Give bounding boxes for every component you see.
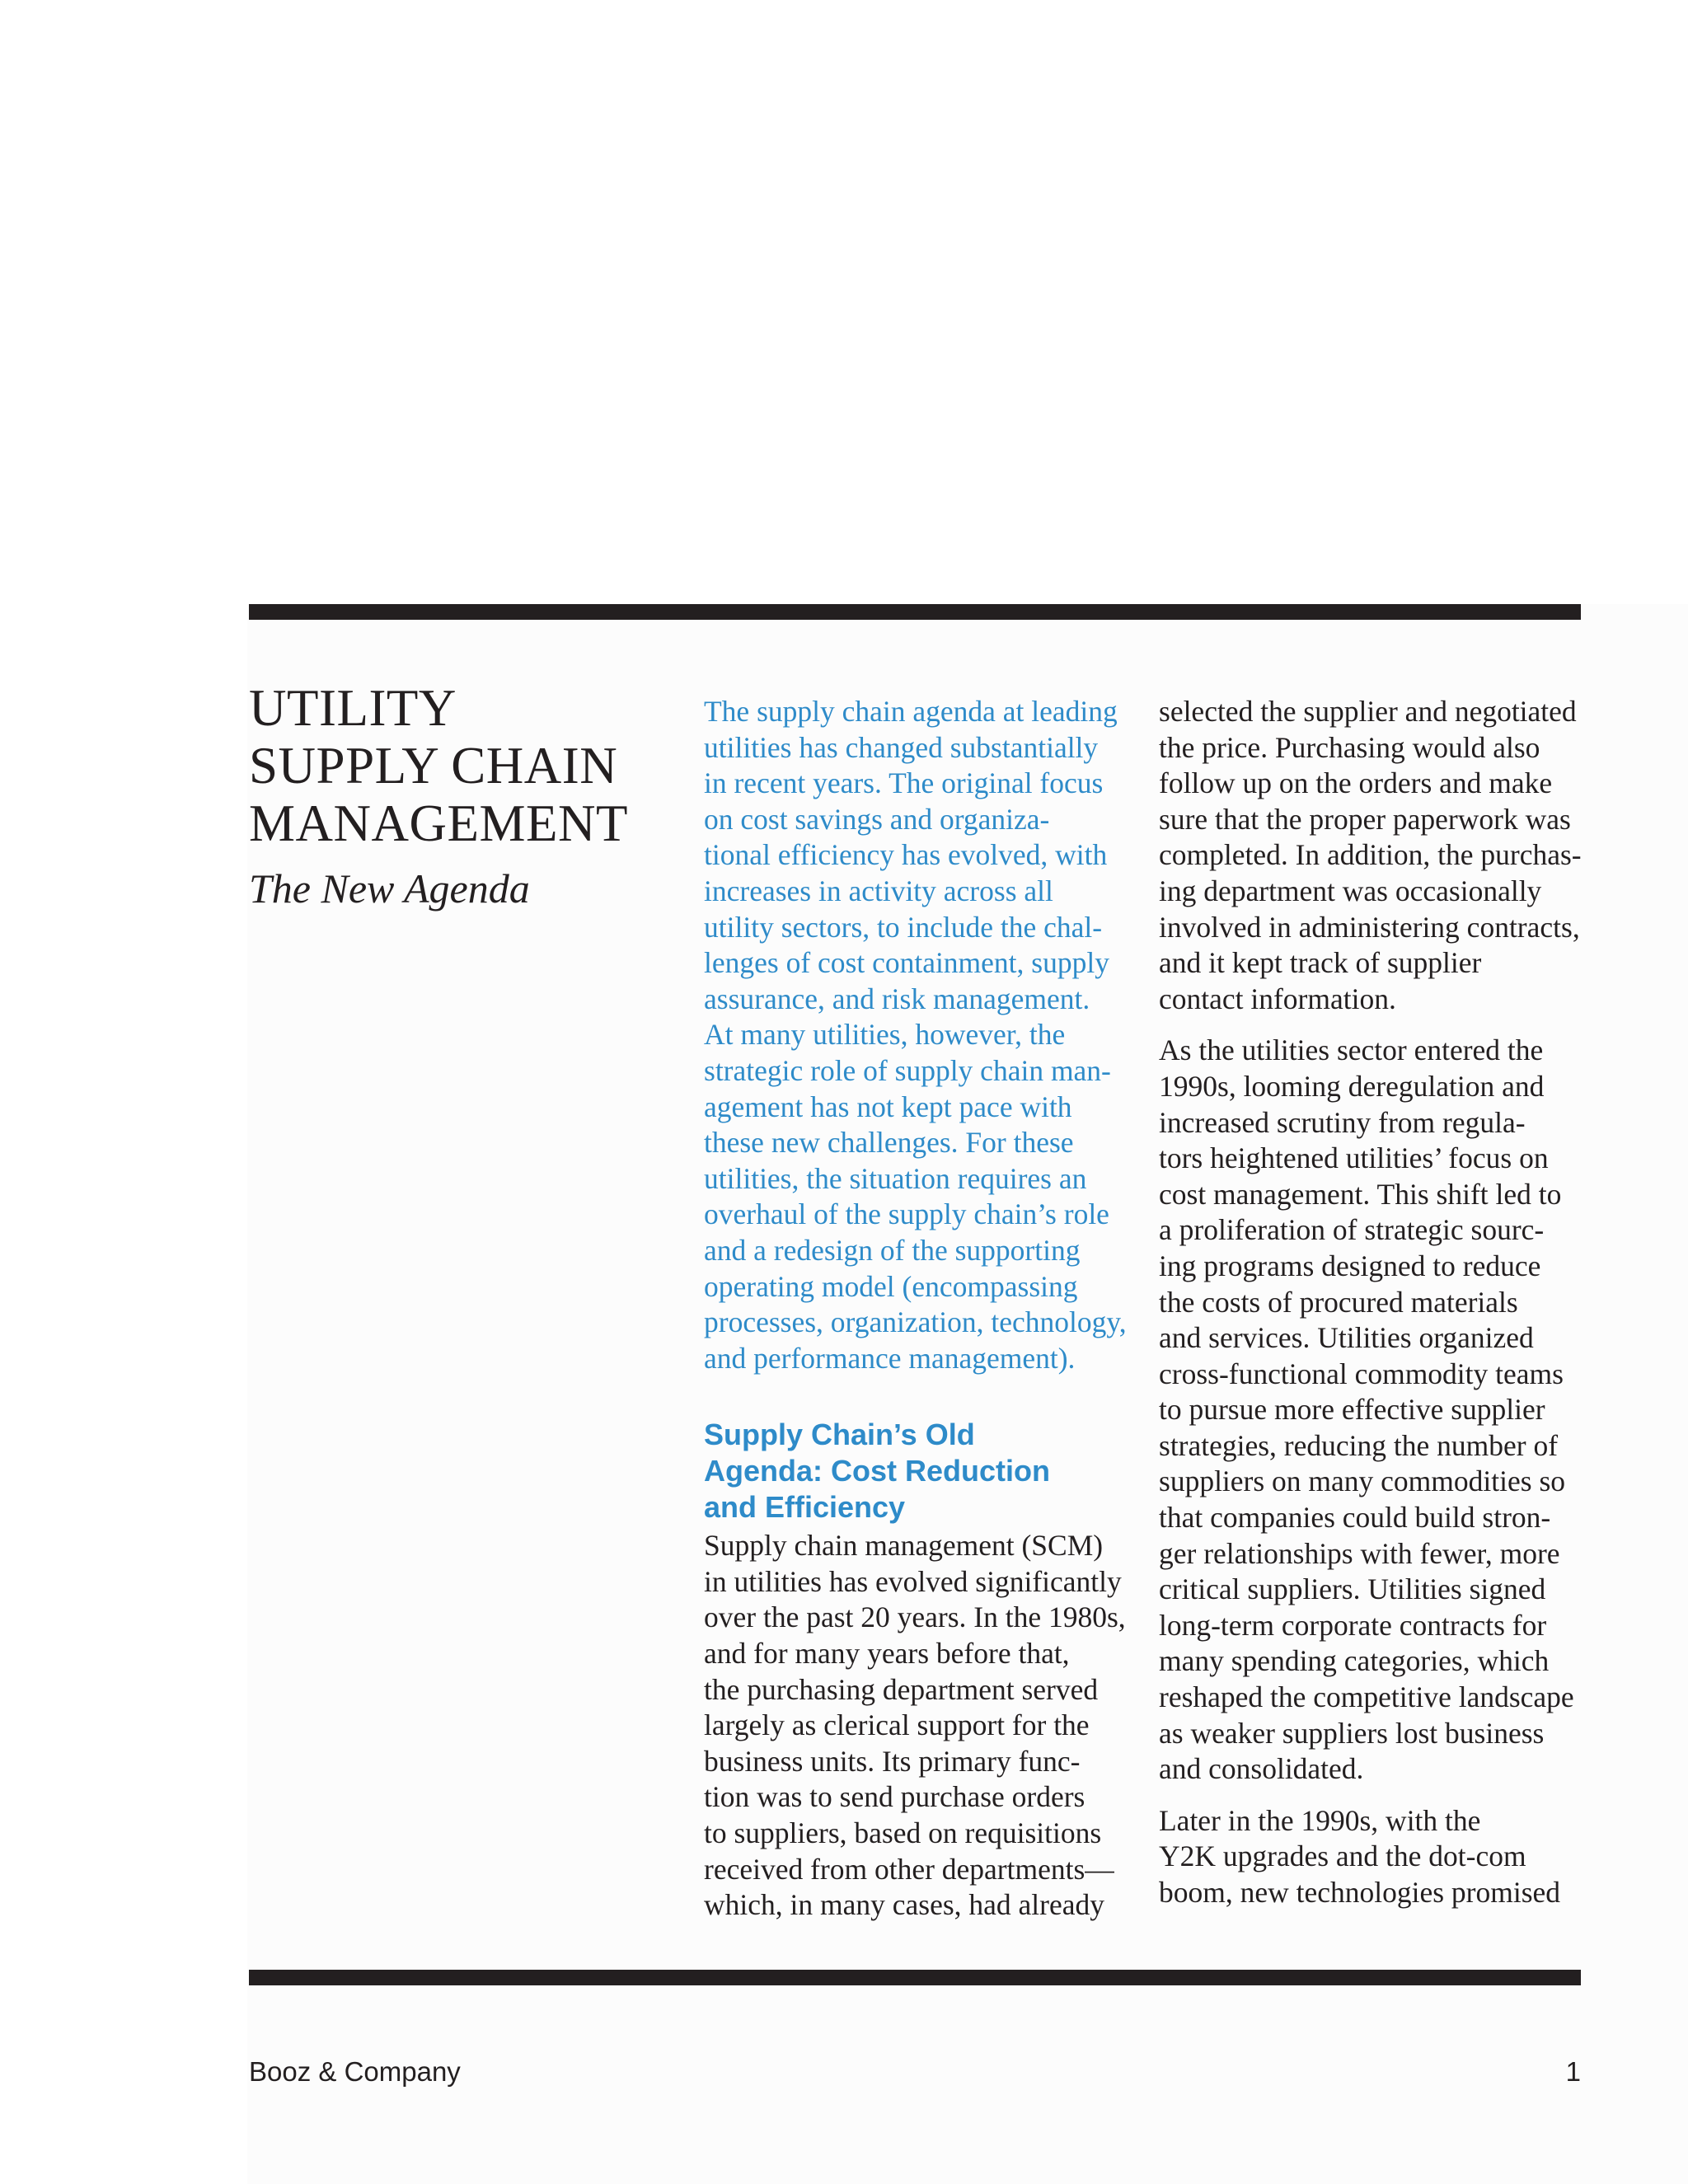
- text-line: processes, organization, technology,: [704, 1305, 1127, 1339]
- footer-company: Booz & Company: [249, 2056, 461, 2087]
- text-line: a proliferation of strategic sourc-: [1159, 1213, 1545, 1247]
- text-line: and services. Utilities organized: [1159, 1321, 1534, 1355]
- text-line: completed. In addition, the purchas-: [1159, 838, 1582, 872]
- bottom-rule: [249, 1970, 1581, 1985]
- text-line: utilities has changed substantially: [704, 730, 1099, 764]
- body-paragraph: [1159, 1803, 1587, 1911]
- text-line: strategies, reducing the number of: [1159, 1428, 1559, 1462]
- text-line: ing programs designed to reduce: [1159, 1249, 1541, 1282]
- text-line: to suppliers, based on requisitions: [704, 1816, 1102, 1850]
- text-line: suppliers on many commodities so: [1159, 1465, 1566, 1498]
- text-line: on cost savings and organiza-: [704, 802, 1050, 836]
- text-line: in recent years. The original focus: [704, 766, 1104, 800]
- text-line: Supply chain management (SCM): [704, 1529, 1104, 1563]
- text-line: tors heightened utilities’ focus on: [1159, 1141, 1549, 1175]
- text-line: assurance, and risk management.: [704, 982, 1090, 1015]
- title-line: MANAGEMENT: [249, 794, 628, 852]
- text-line: Y2K upgrades and the dot-com: [1159, 1840, 1526, 1873]
- text-line: 1990s, looming deregulation and: [1159, 1069, 1545, 1103]
- text-line: ger relationships with fewer, more: [1159, 1536, 1560, 1570]
- text-line: As the utilities sector entered the: [1159, 1033, 1544, 1067]
- text-line: critical suppliers. Utilities signed: [1159, 1572, 1546, 1606]
- text-line: increases in activity across all: [704, 874, 1053, 907]
- text-line: cost management. This shift led to: [1159, 1177, 1562, 1211]
- text-line: tion was to send purchase orders: [704, 1780, 1085, 1814]
- document-title: [249, 679, 678, 852]
- text-line: utilities, the situation requires an: [704, 1161, 1087, 1195]
- text-line: lenges of cost containment, supply: [704, 946, 1109, 980]
- text-line: many spending categories, which: [1159, 1644, 1550, 1678]
- body-paragraph: [1159, 694, 1587, 1017]
- title-line: UTILITY: [249, 679, 457, 737]
- text-line: which, in many cases, had already: [704, 1888, 1104, 1922]
- text-line: At many utilities, however, the: [704, 1018, 1066, 1052]
- body-paragraph: [1159, 1033, 1587, 1787]
- intro-paragraph: [704, 694, 1141, 1376]
- text-line: and a redesign of the supporting: [704, 1233, 1081, 1267]
- text-line: selected the supplier and negotiated: [1159, 695, 1577, 728]
- text-line: cross-functional commodity teams: [1159, 1357, 1564, 1390]
- text-line: agement has not kept pace with: [704, 1090, 1072, 1123]
- text-line: as weaker suppliers lost business: [1159, 1716, 1545, 1750]
- section-heading: [704, 1417, 1141, 1526]
- text-line: and performance management).: [704, 1341, 1076, 1375]
- text-line: and Efficiency: [704, 1490, 906, 1525]
- text-line: boom, new technologies promised: [1159, 1876, 1561, 1909]
- text-line: and it kept track of supplier: [1159, 946, 1482, 980]
- text-line: received from other departments—: [704, 1852, 1114, 1886]
- document-subtitle: The New Agenda: [249, 865, 530, 912]
- text-line: The supply chain agenda at leading: [704, 695, 1118, 728]
- text-line: involved in administering contracts,: [1159, 910, 1580, 944]
- text-line: operating model (encompassing: [704, 1269, 1078, 1303]
- text-line: the costs of procured materials: [1159, 1285, 1518, 1319]
- text-line: long-term corporate contracts for: [1159, 1608, 1547, 1642]
- text-line: that companies could build stron-: [1159, 1501, 1551, 1535]
- text-line: follow up on the orders and make: [1159, 766, 1553, 800]
- text-line: in utilities has evolved significantly: [704, 1564, 1122, 1598]
- text-line: and consolidated.: [1159, 1752, 1364, 1786]
- text-line: reshaped the competitive landscape: [1159, 1680, 1574, 1714]
- text-line: Supply Chain’s Old: [704, 1418, 975, 1452]
- text-line: utility sectors, to include the chal-: [704, 910, 1103, 944]
- text-line: increased scrutiny from regula-: [1159, 1105, 1526, 1139]
- text-line: contact information.: [1159, 982, 1396, 1015]
- text-line: ing department was occasionally: [1159, 874, 1542, 907]
- text-line: Agenda: Cost Reduction: [704, 1454, 1050, 1488]
- text-line: sure that the proper paperwork was: [1159, 802, 1571, 836]
- text-line: and for many years before that,: [704, 1637, 1070, 1671]
- text-line: strategic role of supply chain man-: [704, 1053, 1111, 1087]
- text-line: Later in the 1990s, with the: [1159, 1803, 1481, 1837]
- text-line: over the past 20 years. In the 1980s,: [704, 1601, 1126, 1634]
- middle-column: [704, 694, 1141, 1924]
- title-line: SUPPLY CHAIN: [249, 737, 618, 794]
- body-paragraph: [704, 1528, 1141, 1924]
- text-line: overhaul of the supply chain’s role: [704, 1197, 1109, 1231]
- text-line: tional efficiency has evolved, with: [704, 838, 1108, 872]
- right-column: [1159, 694, 1587, 1911]
- text-line: business units. Its primary func-: [704, 1744, 1081, 1778]
- page-number: 1: [1565, 2056, 1581, 2087]
- top-rule: [249, 604, 1581, 620]
- text-line: the purchasing department served: [704, 1672, 1099, 1706]
- text-line: largely as clerical support for the: [704, 1708, 1090, 1742]
- text-line: to pursue more effective supplier: [1159, 1393, 1545, 1427]
- text-line: the price. Purchasing would also: [1159, 730, 1540, 764]
- text-line: these new challenges. For these: [704, 1126, 1074, 1160]
